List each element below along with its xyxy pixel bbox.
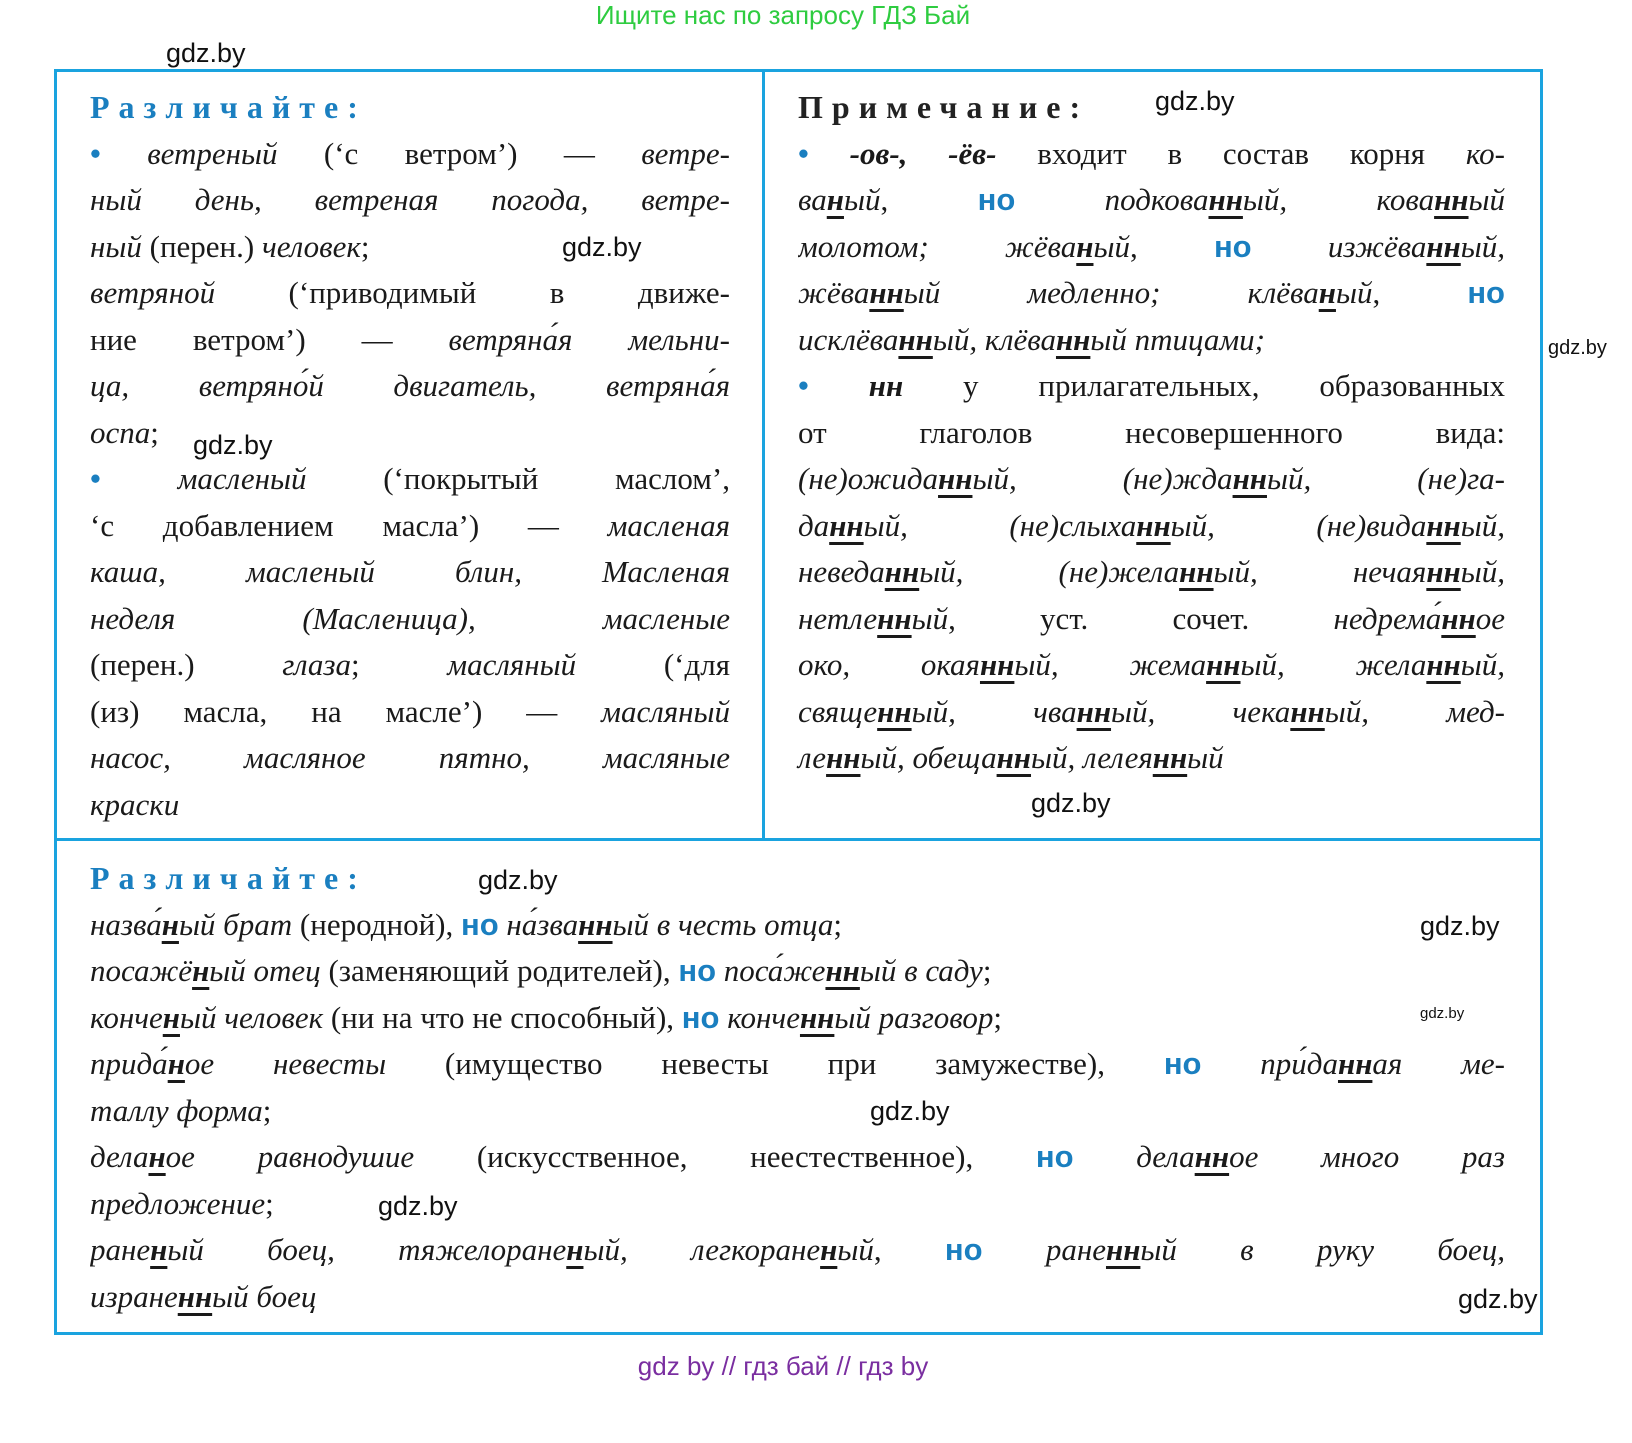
text: , bbox=[1372, 275, 1468, 310]
text: , bbox=[880, 182, 978, 217]
underlined-suffix: нн bbox=[1426, 507, 1461, 543]
text bbox=[1252, 229, 1328, 264]
italic-text: масляный bbox=[447, 647, 577, 682]
italic-text: человек bbox=[261, 228, 361, 264]
underlined-suffix: н bbox=[162, 999, 180, 1035]
italic-text: ый, клёва bbox=[932, 321, 1056, 357]
italic-text: конче bbox=[727, 999, 800, 1035]
underlined-suffix: нн bbox=[1434, 182, 1469, 217]
underlined-suffix: нн bbox=[1076, 693, 1112, 729]
note-section bbox=[798, 84, 1505, 782]
text-line bbox=[90, 456, 730, 503]
italic-text: при́да bbox=[1260, 1046, 1338, 1081]
italic-text: исклёва bbox=[798, 321, 899, 357]
underlined-suffix: нн bbox=[996, 740, 1032, 775]
footer-watermark: gdz by // гдз бай // гдз by bbox=[637, 1351, 929, 1381]
underlined-suffix: н bbox=[150, 1232, 168, 1267]
text: ; bbox=[360, 228, 370, 264]
italic-text: ый, кова bbox=[1242, 182, 1435, 217]
text-line bbox=[90, 995, 1505, 1042]
italic-text: ый брат bbox=[178, 906, 293, 942]
italic-text: ко- bbox=[1465, 135, 1505, 171]
italic-text: ый, bbox=[1460, 228, 1505, 264]
text-line bbox=[798, 735, 1505, 782]
column-divider bbox=[762, 69, 765, 841]
text-line bbox=[798, 363, 1505, 410]
text: (перен.) bbox=[90, 647, 283, 682]
underlined-suffix: н bbox=[192, 953, 210, 988]
underlined-suffix: нн bbox=[1194, 1139, 1230, 1174]
text: (имущество невесты при замужестве), bbox=[386, 1046, 1164, 1081]
text-line bbox=[798, 177, 1505, 224]
bullet-icon: • bbox=[798, 368, 809, 403]
bullet-icon: • bbox=[90, 135, 101, 171]
text bbox=[983, 1232, 1046, 1267]
italic-text: ый разговор bbox=[834, 999, 994, 1035]
underlined-suffix: нн bbox=[1426, 554, 1461, 589]
text: ; bbox=[265, 1185, 274, 1221]
text-line bbox=[90, 948, 1505, 995]
text-line bbox=[90, 131, 730, 178]
text-line bbox=[90, 503, 730, 550]
italic-text: ое невесты bbox=[184, 1046, 387, 1081]
watermark: gdz.by bbox=[1031, 788, 1111, 818]
underlined-suffix: нн bbox=[578, 906, 613, 942]
bold-italic-text: нн bbox=[868, 368, 904, 403]
text: , bbox=[873, 1232, 945, 1267]
text: , уст. сочет. bbox=[948, 600, 1334, 636]
watermark: gdz.by bbox=[1420, 911, 1500, 941]
text bbox=[101, 461, 178, 496]
contrast-word: но bbox=[1035, 1139, 1074, 1174]
section-body bbox=[90, 131, 730, 829]
underlined-suffix: нн bbox=[799, 999, 835, 1035]
text-line bbox=[90, 363, 730, 410]
text-line bbox=[90, 902, 1505, 949]
italic-text: назва́ bbox=[90, 906, 162, 942]
watermark: gdz.by bbox=[478, 865, 558, 895]
underlined-suffix: нн bbox=[1232, 461, 1267, 496]
underlined-suffix: н bbox=[148, 1139, 166, 1174]
text: , bbox=[1129, 228, 1214, 264]
italic-text: краски bbox=[90, 786, 180, 822]
text-line bbox=[798, 456, 1505, 503]
text-line bbox=[90, 642, 730, 689]
section-heading: Примечание: bbox=[798, 89, 1090, 125]
italic-text: ый, bbox=[1460, 554, 1505, 589]
text-line bbox=[798, 549, 1505, 596]
underlined-suffix: н bbox=[167, 1046, 185, 1081]
underlined-suffix: нн bbox=[177, 1278, 213, 1314]
italic-text: ый человек bbox=[179, 999, 324, 1035]
italic-text: прида́ bbox=[90, 1046, 168, 1081]
italic-text: свяще bbox=[798, 693, 878, 729]
text-line bbox=[798, 410, 1505, 457]
text: ; bbox=[150, 414, 159, 450]
text: (‘покрытый маслом’, bbox=[306, 461, 730, 496]
italic-text: ый в саду bbox=[859, 953, 983, 988]
italic-text: нетле bbox=[798, 600, 878, 636]
italic-text: ый bbox=[843, 182, 881, 217]
watermark: gdz.by bbox=[1155, 86, 1235, 116]
underlined-suffix: нн bbox=[1105, 1232, 1141, 1267]
text-line bbox=[798, 642, 1505, 689]
italic-text: ое много раз bbox=[1229, 1139, 1505, 1174]
italic-text: ый отец bbox=[209, 953, 321, 988]
underlined-suffix: нн bbox=[1055, 321, 1091, 357]
watermark: gdz.by bbox=[1548, 337, 1607, 359]
contrast-word: но bbox=[1163, 1046, 1202, 1081]
underlined-suffix: нн bbox=[826, 740, 861, 775]
bottom-section bbox=[90, 855, 1505, 1320]
text: ; bbox=[833, 906, 843, 942]
text-line bbox=[798, 270, 1505, 317]
italic-text: неделя (Масленица), масленые bbox=[90, 600, 730, 636]
italic-text: ране bbox=[90, 1232, 151, 1267]
text-line bbox=[90, 689, 730, 736]
text-line bbox=[90, 549, 730, 596]
italic-text: ый, (не)жда bbox=[972, 461, 1233, 496]
italic-text: ый, обеща bbox=[860, 740, 997, 775]
italic-text: изжёва bbox=[1327, 228, 1427, 264]
underlined-suffix: н bbox=[820, 1232, 838, 1267]
text-line bbox=[90, 1274, 1505, 1321]
underlined-suffix: н bbox=[826, 182, 844, 217]
underlined-suffix: нн bbox=[1426, 647, 1461, 682]
text bbox=[809, 136, 850, 171]
italic-text: ветре- bbox=[641, 135, 730, 171]
italic-text: ый, легкоране bbox=[583, 1232, 821, 1267]
section-divider bbox=[54, 838, 1540, 841]
italic-text: дела bbox=[90, 1139, 149, 1174]
italic-text: ветряна́я мельни- bbox=[448, 321, 730, 357]
section-body bbox=[798, 131, 1505, 782]
italic-text: ое bbox=[1475, 600, 1505, 636]
underlined-suffix: нн bbox=[829, 507, 864, 543]
text: ‘с добавлением масла’) — bbox=[90, 507, 608, 543]
text: ; bbox=[350, 647, 448, 682]
underlined-suffix: нн bbox=[825, 953, 860, 988]
section-body bbox=[90, 902, 1505, 1321]
text: (‘для bbox=[576, 647, 730, 682]
contrast-word: но bbox=[977, 182, 1016, 217]
italic-text: таллу форма bbox=[90, 1092, 263, 1128]
text: входит в состав корня bbox=[996, 135, 1466, 171]
text: от глаголов несовершенного вида: bbox=[798, 414, 1505, 450]
italic-text: ый, (не)вида bbox=[1170, 507, 1427, 543]
text-line bbox=[90, 1227, 1505, 1274]
underlined-suffix: нн bbox=[1426, 228, 1461, 264]
italic-text: ый в руку боец, bbox=[1140, 1232, 1505, 1267]
italic-text: насос, масляное пятно, масляные bbox=[90, 740, 730, 775]
italic-text: молотом; жёва bbox=[798, 228, 1077, 264]
text: ; bbox=[982, 953, 992, 988]
italic-text: посажё bbox=[90, 953, 193, 988]
contrast-word: но bbox=[460, 906, 499, 942]
italic-text: ый боец bbox=[212, 1278, 317, 1314]
italic-text: ца, ветряно́й двигатель, ветряна́я bbox=[90, 368, 730, 403]
italic-text: предложение bbox=[90, 1185, 266, 1221]
text-line bbox=[90, 317, 730, 364]
text: у прилагательных, образованных bbox=[903, 368, 1505, 403]
italic-text: неведа bbox=[798, 554, 885, 589]
underlined-suffix: н bbox=[161, 906, 179, 942]
text: (ни на что не способный), bbox=[323, 999, 682, 1035]
italic-text: каша, масленый блин, Масленая bbox=[90, 554, 730, 589]
text-line bbox=[90, 270, 730, 317]
italic-text: ый боец, тяжелоране bbox=[167, 1232, 567, 1267]
contrast-word: но bbox=[1213, 228, 1252, 264]
italic-text: ый bbox=[1187, 740, 1224, 775]
italic-text: масляный bbox=[601, 693, 730, 729]
watermark: gdz.by bbox=[378, 1191, 458, 1221]
italic-text: масленая bbox=[607, 507, 730, 543]
italic-text: ая ме- bbox=[1372, 1046, 1505, 1081]
underlined-suffix: нн bbox=[1337, 1046, 1373, 1081]
italic-text: ый, bbox=[1460, 507, 1505, 543]
italic-text: ый, (не)слыха bbox=[863, 507, 1137, 543]
underlined-suffix: нн bbox=[884, 554, 920, 589]
italic-text: подкова bbox=[1104, 182, 1209, 217]
italic-text: дела bbox=[1136, 1139, 1195, 1174]
underlined-suffix: нн bbox=[877, 693, 912, 729]
watermark: gdz.by bbox=[1420, 1005, 1465, 1022]
italic-text: ый, (не)жела bbox=[919, 554, 1180, 589]
watermark: gdz.by bbox=[166, 38, 246, 68]
italic-text: ветряной bbox=[90, 275, 216, 310]
search-banner: Ищите нас по запросу ГДЗ Бай bbox=[595, 0, 971, 30]
underlined-suffix: н bbox=[1076, 228, 1094, 264]
text-line bbox=[90, 1181, 1505, 1228]
italic-text: ый, чека bbox=[1111, 693, 1291, 729]
contrast-word: но bbox=[944, 1232, 983, 1267]
italic-text: оспа bbox=[90, 414, 151, 450]
italic-text: ый птицами; bbox=[1090, 321, 1266, 357]
underlined-suffix: нн bbox=[1290, 693, 1325, 729]
text bbox=[716, 953, 724, 988]
italic-text: (не)ожида bbox=[798, 461, 939, 496]
italic-text: ый bbox=[837, 1232, 874, 1267]
bold-italic-text: -ов-, -ёв- bbox=[849, 135, 997, 171]
italic-text: ране bbox=[1045, 1232, 1106, 1267]
italic-text: ный bbox=[90, 228, 142, 264]
bullet-icon: • bbox=[90, 461, 101, 496]
text bbox=[1074, 1139, 1137, 1174]
italic-text: ый, (не)га- bbox=[1266, 461, 1505, 496]
text bbox=[809, 368, 869, 403]
italic-text: ва bbox=[798, 182, 827, 217]
text bbox=[101, 136, 147, 171]
text-line bbox=[90, 1088, 1505, 1135]
italic-text: ое равнодушие bbox=[165, 1139, 415, 1174]
text-line bbox=[798, 317, 1505, 364]
contrast-word: но bbox=[681, 999, 720, 1035]
italic-text: на́зва bbox=[506, 906, 579, 942]
underlined-suffix: нн bbox=[877, 600, 912, 636]
italic-text: ле bbox=[798, 740, 827, 775]
underlined-suffix: нн bbox=[1206, 647, 1241, 682]
text bbox=[1201, 1046, 1260, 1081]
italic-text: ый bbox=[911, 600, 949, 636]
italic-text: ый медленно; клёва bbox=[903, 275, 1319, 310]
underlined-suffix: нн bbox=[898, 321, 933, 357]
italic-text: поса́же bbox=[723, 953, 826, 988]
text-line bbox=[90, 1041, 1505, 1088]
underlined-suffix: н bbox=[566, 1232, 584, 1267]
italic-text: ый, жема bbox=[1014, 647, 1207, 682]
italic-text: жёва bbox=[798, 275, 870, 310]
text bbox=[1015, 182, 1104, 217]
text: ; bbox=[993, 999, 1002, 1035]
watermark: gdz.by bbox=[193, 430, 273, 460]
underlined-suffix: нн bbox=[979, 647, 1015, 682]
italic-text: ый, bbox=[1460, 647, 1505, 682]
italic-text: ый, нечая bbox=[1213, 554, 1427, 589]
underlined-suffix: нн bbox=[938, 461, 973, 496]
italic-text: ый bbox=[1335, 275, 1373, 310]
italic-text: недрема́ bbox=[1333, 600, 1442, 636]
text-line bbox=[90, 410, 730, 457]
text: (из) масла, на масле’) — bbox=[90, 693, 602, 729]
italic-text: ый в честь отца bbox=[612, 906, 834, 942]
text-line bbox=[90, 782, 730, 829]
left-section bbox=[90, 84, 730, 828]
text-line bbox=[798, 131, 1505, 178]
watermark: gdz.by bbox=[1458, 1284, 1538, 1314]
watermark: gdz.by bbox=[562, 232, 642, 262]
text: ; bbox=[262, 1092, 272, 1128]
underlined-suffix: нн bbox=[1208, 182, 1243, 217]
bullet-icon: • bbox=[798, 135, 809, 171]
text-line bbox=[798, 596, 1505, 643]
underlined-suffix: нн bbox=[1152, 740, 1188, 775]
text-line bbox=[90, 735, 730, 782]
italic-text: ветреный bbox=[147, 135, 278, 171]
italic-text: ый, лелея bbox=[1031, 740, 1153, 775]
text-line bbox=[90, 224, 730, 271]
text: (искусственное, неестественное), bbox=[414, 1139, 1036, 1174]
underlined-suffix: н bbox=[1318, 275, 1336, 310]
text: ние ветром’) — bbox=[90, 321, 449, 357]
text: (неродной), bbox=[292, 906, 461, 942]
italic-text: ый, жела bbox=[1240, 647, 1427, 682]
underlined-suffix: нн bbox=[869, 275, 904, 310]
underlined-suffix: нн bbox=[1136, 507, 1171, 543]
text: (‘с ветром’) — bbox=[277, 135, 642, 171]
text: (заменяющий родителей), bbox=[320, 953, 679, 988]
text-line bbox=[90, 1134, 1505, 1181]
italic-text: да bbox=[798, 507, 830, 543]
italic-text: око, окая bbox=[798, 647, 980, 682]
italic-text: изране bbox=[90, 1278, 178, 1314]
text-line bbox=[90, 596, 730, 643]
section-heading: Различайте: bbox=[90, 89, 367, 125]
text-line bbox=[798, 224, 1505, 271]
italic-text: масленый bbox=[177, 461, 307, 496]
italic-text: конче bbox=[90, 999, 163, 1035]
italic-text: глаза bbox=[282, 647, 351, 682]
italic-text: ый, чва bbox=[911, 693, 1077, 729]
watermark: gdz.by bbox=[870, 1096, 950, 1126]
underlined-suffix: нн bbox=[1441, 600, 1476, 636]
text-line bbox=[798, 689, 1505, 736]
contrast-word: но bbox=[678, 953, 717, 988]
text: (‘приводимый в движе- bbox=[215, 275, 730, 310]
text: (перен.) bbox=[141, 228, 262, 264]
text-line bbox=[90, 177, 730, 224]
italic-text: ый bbox=[1468, 182, 1505, 217]
contrast-word: но bbox=[1467, 275, 1505, 310]
section-heading: Различайте: bbox=[90, 860, 367, 896]
italic-text: ый, мед- bbox=[1324, 693, 1505, 729]
text-line bbox=[798, 503, 1505, 550]
underlined-suffix: нн bbox=[1179, 554, 1214, 589]
italic-text: ный день, ветреная погода, ветре- bbox=[90, 182, 730, 217]
italic-text: ый bbox=[1093, 228, 1130, 264]
